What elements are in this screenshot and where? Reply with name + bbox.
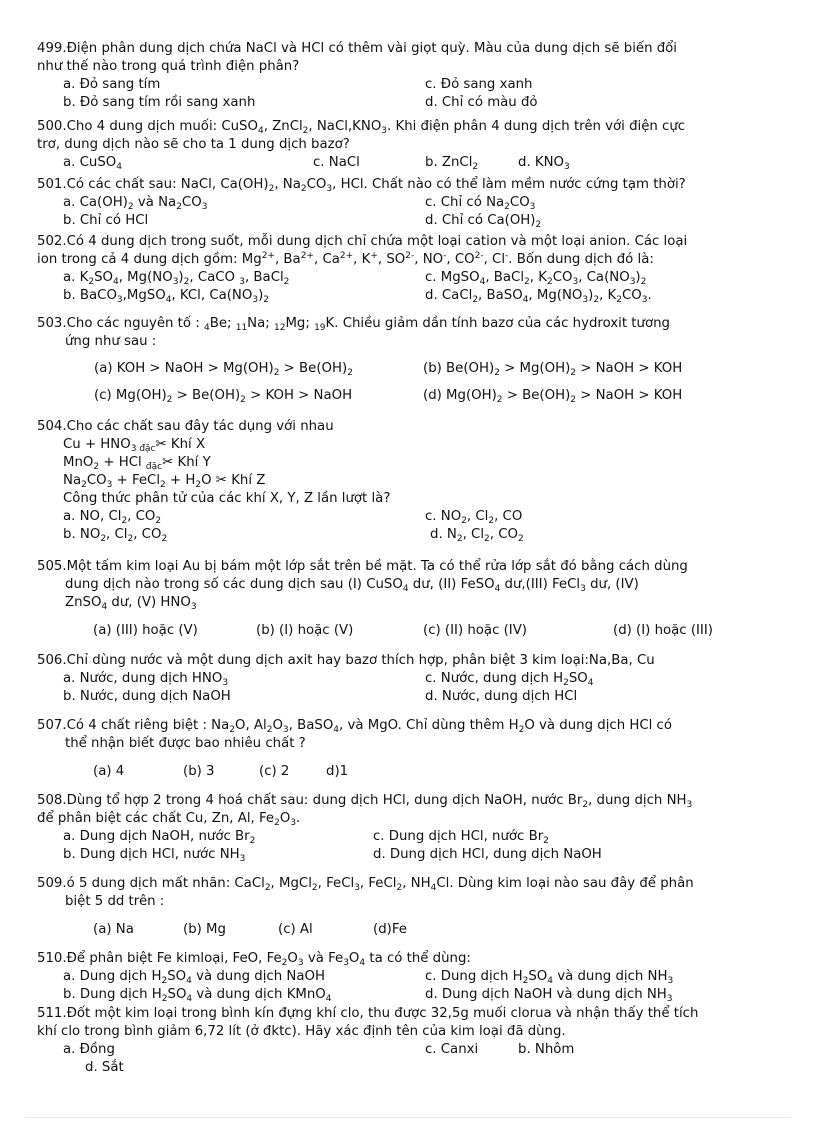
option-b: b. $NO_2$, $Cl_2$, $CO_2$ <box>63 527 168 544</box>
question-stem: ứng như sau : <box>65 334 157 349</box>
question-stem: 505.Một tấm kim loại Au bị bám một lớp sắt trên bề mặt. Ta có thể rửa lớp sắt đó bằng cách dùng <box>37 559 688 574</box>
option-b: b. ZnCl$_2$ <box>425 155 479 172</box>
option-a: a. CuSO$_4$ <box>63 155 122 172</box>
question-504 <box>37 418 782 544</box>
option-a: a. Nước, dung dịch $HNO_3$ <box>63 671 229 688</box>
option-b: b. Nước, dung dịch NaOH <box>63 689 231 704</box>
option-a: (a) KOH > NaOH > $Mg(OH)_2 > Be(OH)_2$ <box>94 361 353 378</box>
option-c: c. Chỉ có $Na_2CO_3$ <box>425 195 536 212</box>
option-c: c. Nước, dung dịch $H_2SO_4$ <box>425 671 594 688</box>
option-d: d)1 <box>326 764 349 779</box>
question-stem: 500.Cho 4 dung dịch muối: CuSO$_4$, ZnCl$_2$, $NaCl,KNO_3$. Khi điện phân 4 dung dịch trên với điện cực <box>37 119 686 136</box>
question-stem: 506.Chỉ dùng nước và một dung dịch axit hay bazơ thích hợp, phân biệt 3 kim loại:Na,Ba, Cu <box>37 653 655 668</box>
option-c: (c) Al <box>278 922 313 937</box>
option-d: d. CaCl$_2$, BaSO$_4$, $Mg(NO_3)_2$, $K_2CO_3$. <box>425 288 652 305</box>
option-b: b. Dung dịch $H_2SO_4$ và dung dịch KMnO$_4$ <box>63 987 332 1004</box>
option-c: c. Dung dịch $H_2SO_4$ và dung dịch $NH_3$ <box>425 969 674 986</box>
option-d: (d)Fe <box>373 922 407 937</box>
question-stem: để phân biệt các chất Cu, Zn, Al, $Fe_2O_3$. <box>37 811 301 828</box>
reaction-1: $Cu + HNO_3$ $_{đặc}$✂ Khí X <box>63 437 206 454</box>
option-c: c. Đỏ sang xanh <box>425 77 533 92</box>
question-stem: 503.Cho các nguyên tố : $_4$Be; $_{11}$Na; $_{12}$Mg; $_{19}$K. Chiều giảm dần tính bazơ của các hydroxit tương <box>37 316 670 333</box>
question-502 <box>37 233 782 305</box>
question-stem: 504.Cho các chất sau đây tác dụng với nhau <box>37 419 334 434</box>
question-stem: 501.Có các chất sau: NaCl, $Ca(OH)_2$, $Na_2CO_3$, HCl. Chất nào có thể làm mềm nước cứng tạm thời? <box>37 177 686 194</box>
option-a: a. $K_2SO_4$, $Mg(NO_3)_2$, CaCO $_3$, BaCl$_2$ <box>63 270 290 287</box>
page-divider <box>25 1117 791 1118</box>
question-stem: dung dịch nào trong số các dung dịch sau (I) CuSO$_4$ dư, (II) FeSO$_4$ dư,(III) FeCl$_3$ dư, (IV) <box>65 577 639 594</box>
question-501 <box>37 176 782 230</box>
option-d: d. Sắt <box>85 1060 124 1075</box>
option-b: b. Nhôm <box>518 1042 575 1057</box>
question-stem: ZnSO$_4$ dư, (V) $HNO_3$ <box>65 595 197 612</box>
option-d: d. $N_2$, $Cl_2$, $CO_2$ <box>430 527 524 544</box>
question-stem: 502.Có 4 dung dịch trong suốt, mỗi dung dịch chỉ chứa một loại cation và một loại anion. Các loại <box>37 234 688 249</box>
question-stem: 508.Dùng tổ hợp 2 trong 4 hoá chất sau: dung dịch HCl, dung dịch NaOH, nước $Br_2$, dung dịch $NH_3$ <box>37 793 693 810</box>
reaction-2: MnO$_2$ + HCl $_{đặc}$✂ Khí Y <box>63 455 211 472</box>
question-stem: thể nhận biết được bao nhiêu chất ? <box>65 736 306 751</box>
option-a: a. Đỏ sang tím <box>63 77 161 92</box>
option-b: b. Đỏ sang tím rồi sang xanh <box>63 95 256 110</box>
option-b: b. Dung dịch HCl, nước $NH_3$ <box>63 847 246 864</box>
question-stem: 509.ó 5 dung dịch mất nhãn: CaCl$_2$, MgCl$_2$, FeCl$_3$, FeCl$_2$, $NH_4Cl$. Dùng kim loại nào sau đây để phân <box>37 876 694 893</box>
option-a: a. $Ca(OH)_2$ và $Na_2CO_3$ <box>63 195 208 212</box>
question-506 <box>37 652 782 706</box>
question-507 <box>37 717 782 781</box>
reaction-3: $Na_2CO_3$ + FeCl$_2$ + $H_2O$ ✂ Khí Z <box>63 473 266 490</box>
question-505 <box>37 558 782 640</box>
option-c: c. Canxi <box>425 1042 479 1057</box>
question-499 <box>37 40 782 112</box>
option-a: a. Dung dịch $H_2SO_4$ và dung dịch NaOH <box>63 969 325 986</box>
question-508 <box>37 792 782 864</box>
question-stem: biệt 5 dd trên : <box>65 894 165 909</box>
option-a: (a) 4 <box>93 764 125 779</box>
option-c: c. NaCl <box>313 155 360 170</box>
option-b: (b) (I) hoặc (V) <box>256 623 354 638</box>
option-c: (c) 2 <box>259 764 290 779</box>
option-a: (a) (III) hoặc (V) <box>93 623 198 638</box>
scissors-icon: ✂ <box>155 437 167 452</box>
question-stem: 507.Có 4 chất riêng biệt : $Na_2O$, $Al_2O_3$, BaSO$_4$, và MgO. Chỉ dùng thêm $H_2O$ và dung dịch HCl có <box>37 718 673 735</box>
option-b: (b) 3 <box>183 764 215 779</box>
option-c: (c) $Mg(OH)_2 > Be(OH)_2$ > KOH > NaOH <box>94 388 353 405</box>
option-c: c. $NO_2$, $Cl_2$, CO <box>425 509 523 526</box>
option-b: b. BaCO$_3$,MgSO$_4$, KCl, $Ca(NO_3)_2$ <box>63 288 270 305</box>
option-a: (a) Na <box>93 922 134 937</box>
question-511 <box>37 1005 782 1077</box>
option-a: a. Dung dịch NaOH, nước $Br_2$ <box>63 829 256 846</box>
scissors-icon: ✂ <box>215 473 227 488</box>
option-d: d. Chỉ có $Ca(OH)_2$ <box>425 213 542 230</box>
option-d: d. $KNO_3$ <box>518 155 570 172</box>
question-500 <box>37 118 782 172</box>
option-c: c. Dung dịch HCl, nước $Br_2$ <box>373 829 549 846</box>
option-b: (b) $Be(OH)_2 > Mg(OH)_2$ > NaOH > KOH <box>423 361 683 378</box>
scissors-icon: ✂ <box>162 455 174 470</box>
option-d: d. Nước, dung dịch HCl <box>425 689 578 704</box>
question-503 <box>37 315 782 405</box>
option-d: d. Dung dịch NaOH và dung dịch $NH_3$ <box>425 987 673 1004</box>
option-b: (b) Mg <box>183 922 226 937</box>
option-d: (d) $Mg(OH)_2 > Be(OH)_2$ > NaOH > KOH <box>423 388 683 405</box>
question-stem: như thế nào trong quá trình điện phân? <box>37 59 300 74</box>
question-prompt: Công thức phân tử của các khí X, Y, Z lần lượt là? <box>63 491 391 506</box>
option-d: d. Chỉ có màu đỏ <box>425 95 538 110</box>
question-stem: khí clo trong bình giảm 6,72 lít (ở đktc). Hãy xác định tên của kim loại đã dùng. <box>37 1024 566 1039</box>
option-a: a. NO, $Cl_2$, $CO_2$ <box>63 509 162 526</box>
question-stem: trơ, dung dịch nào sẽ cho ta 1 dung dịch bazơ? <box>37 137 350 152</box>
question-510 <box>37 950 782 1004</box>
option-b: b. Chỉ có HCl <box>63 213 149 228</box>
option-c: (c) (II) hoặc (IV) <box>423 623 527 638</box>
option-d: d. Dung dịch HCl, dung dịch NaOH <box>373 847 602 862</box>
question-stem: 511.Đốt một kim loại trong bình kín đựng khí clo, thu được 32,5g muối clorua và nhận thấy thể tích <box>37 1006 699 1021</box>
question-stem: ion trong cả 4 dung dịch gồm: $Mg^{2+}$, $Ba^{2+}$, $Ca^{2+}$, K+, $SO^{2-}$, NO-, $CO^{2-}$, Cl-. Bốn dung dịch đó là: <box>37 251 654 267</box>
option-d: (d) (I) hoặc (III) <box>613 623 713 638</box>
option-c: c. MgSO$_4$, BaCl$_2$, $K_2CO_3$, $Ca(NO_3)_2$ <box>425 270 647 287</box>
question-stem: 510.Để phân biệt Fe kimloại, FeO, $Fe_2O_3$ và $Fe_3O_4$ ta có thể dùng: <box>37 951 471 968</box>
question-509 <box>37 875 782 939</box>
question-stem: 499.Điện phân dung dịch chứa NaCl và HCl có thêm vài giọt quỳ. Màu của dung dịch sẽ biến đổi <box>37 41 677 56</box>
option-a: a. Đồng <box>63 1042 115 1057</box>
